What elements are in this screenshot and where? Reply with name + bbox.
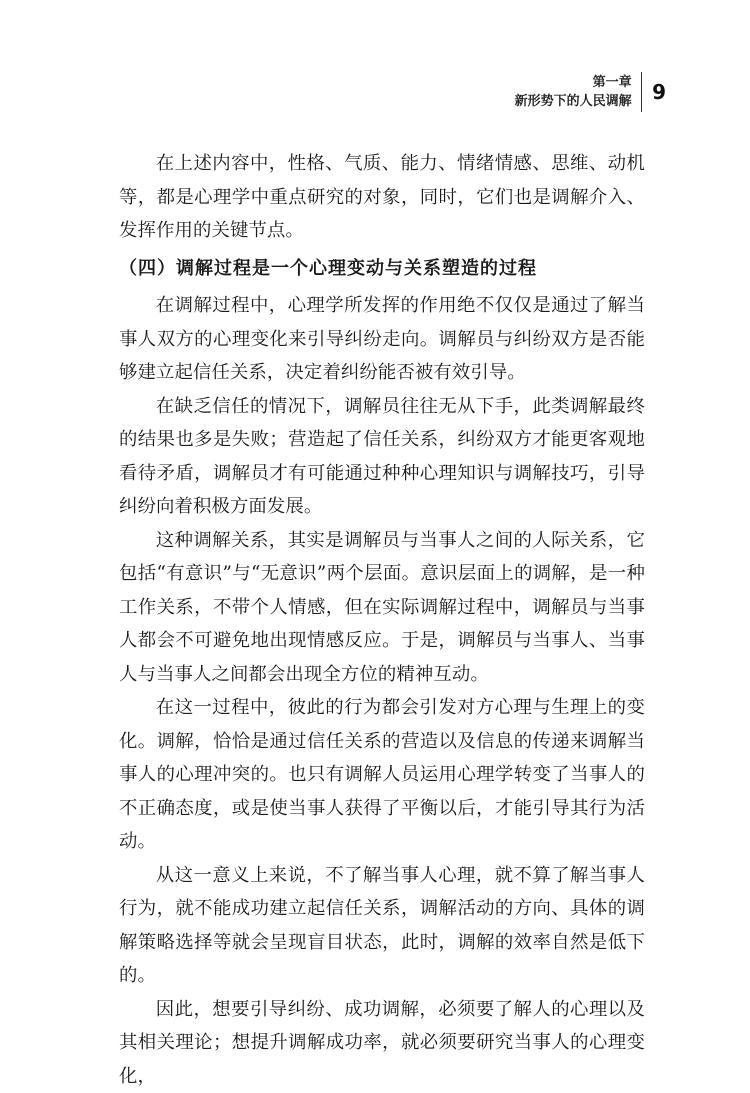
paragraph-5: 在这一过程中，彼此的行为都会引发对方心理与生理上的变化。调解，恰恰是通过信任关系的营造以及信息的传递来调解当事人的心理冲突的。也只有调解人员运用心理学转变了当事人的不正确态度，或是使当事人获得了平衡以后，才能引导其行为活动。 — [119, 691, 645, 859]
page-body — [119, 147, 645, 1093]
header-divider — [641, 72, 643, 112]
paragraph-2: 在调解过程中，心理学所发挥的作用绝不仅仅是通过了解当事人双方的心理变化来引导纠纷走向。调解员与纠纷双方是否能够建立起信任关系，决定着纠纷能否被有效引导。 — [119, 289, 645, 390]
paragraph-4: 这种调解关系，其实是调解员与当事人之间的人际关系，它包括“有意识”与“无意识”两个层面。意识层面上的调解，是一种工作关系，不带个人情感，但在实际调解过程中，调解员与当事人都会不可避免地出现情感反应。于是，调解员与当事人、当事人与当事人之间都会出现全方位的精神互动。 — [119, 524, 645, 692]
chapter-title: 新形势下的人民调解 — [515, 92, 632, 111]
paragraph-1: 在上述内容中，性格、气质、能力、情绪情感、思维、动机等，都是心理学中重点研究的对象，同时，它们也是调解介入、发挥作用的关键节点。 — [119, 147, 645, 248]
paragraph-7: 因此，想要引导纠纷、成功调解，必须要了解人的心理以及其相关理论；想提升调解成功率，就必须要研究当事人的心理变化， — [119, 993, 645, 1093]
section-heading: （四）调解过程是一个心理变动与关系塑造的过程 — [119, 252, 645, 286]
page-number: 9 — [652, 80, 666, 104]
paragraph-3: 在缺乏信任的情况下，调解员往往无从下手，此类调解最终的结果也多是失败；营造起了信任关系，纠纷双方才能更客观地看待矛盾，调解员才有可能通过种种心理知识与调解技巧，引导纠纷向着积极方面发展。 — [119, 390, 645, 524]
header-text-block — [515, 73, 632, 111]
running-header — [515, 72, 666, 112]
chapter-label: 第一章 — [515, 73, 632, 92]
paragraph-6: 从这一意义上来说，不了解当事人心理，就不算了解当事人行为，就不能成功建立起信任关系，调解活动的方向、具体的调解策略选择等就会呈现盲目状态，此时，调解的效率自然是低下的。 — [119, 859, 645, 993]
